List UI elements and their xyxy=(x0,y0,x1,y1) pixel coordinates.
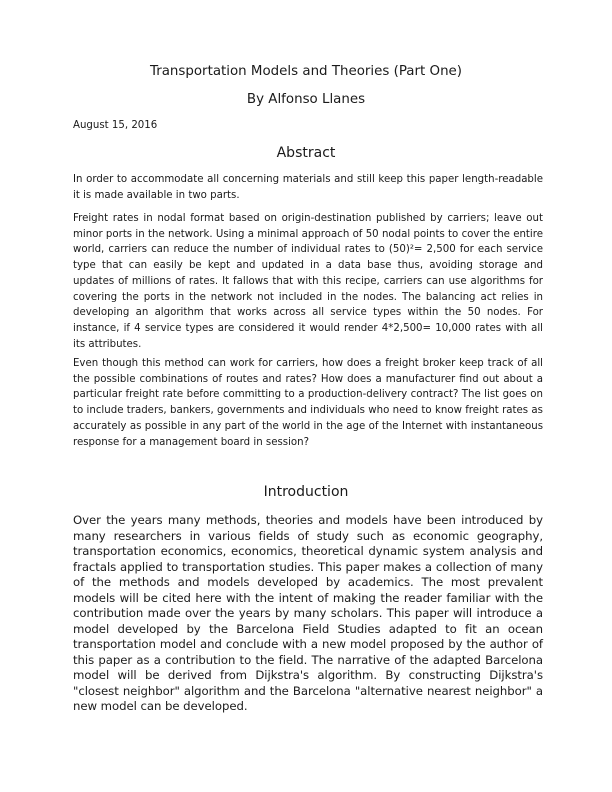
abstract-paragraph: In order to accommodate all concerning materials and still keep this paper length-readable it is made available in two parts. xyxy=(73,174,543,201)
abstract-paragraph: Even though this method can work for carriers, how does a freight broker keep track of all the possible combinations of routes and rates? How does a manufacturer find out about a particular freight rate before committing to a production-delivery contract? The list goes on to include traders, bankers, governments and individuals who need to know freight rates as accurately as possible in any part of the world in the age of the Internet with instantaneous response for a management board in session? xyxy=(73,358,543,448)
abstract-paragraph: Freight rates in nodal format based on origin-destination published by carriers; leave out minor ports in the network. Using a minimal approach of 50 nodal points to cover the entire world, carriers can reduce the number of individual rates to (50)²= 2,500 for each service type that can easily be kept and updated in a data base thus, avoiding storage and updates of millions of rates. It fallows that with this recipe, carriers can use algorithms for covering the ports in the network not included in the nodes. The balancing act relies in developing an algorithm that works across all service types within the 50 nodes. For instance, if 4 service types are considered it would render 4*2,500= 10,000 rates with all its attributes. xyxy=(73,213,543,350)
paper-date: August 15, 2016 xyxy=(73,120,158,131)
abstract-heading: Abstract xyxy=(276,145,336,161)
introduction-paragraph: Over the years many methods, theories and models have been introduced by many researchers in various fields of study such as economic geography, transportation economics, economics, theoretical dynamic system analysis and fractals applied to transportation studies. This paper makes a collection of many of the methods and models developed by academics. The most prevalent models will be cited here with the intent of making the reader familiar with the contribution made over the years by many scholars. This paper will introduce a model developed by the Barcelona Field Studies adapted to fit an ocean transportation model and conclude with a new model proposed by the author of this paper as a contribution to the field. The narrative of the adapted Barcelona model will be derived from Dijkstra's algorithm. By constructing Dijkstra's "closest neighbor" algorithm and the Barcelona "alternative nearest neighbor" a new model can be developed. xyxy=(73,513,543,713)
paper-author: By Alfonso Llanes xyxy=(246,92,366,107)
introduction-heading: Introduction xyxy=(263,484,349,500)
paper-title: Transportation Models and Theories (Part One) xyxy=(149,64,463,79)
